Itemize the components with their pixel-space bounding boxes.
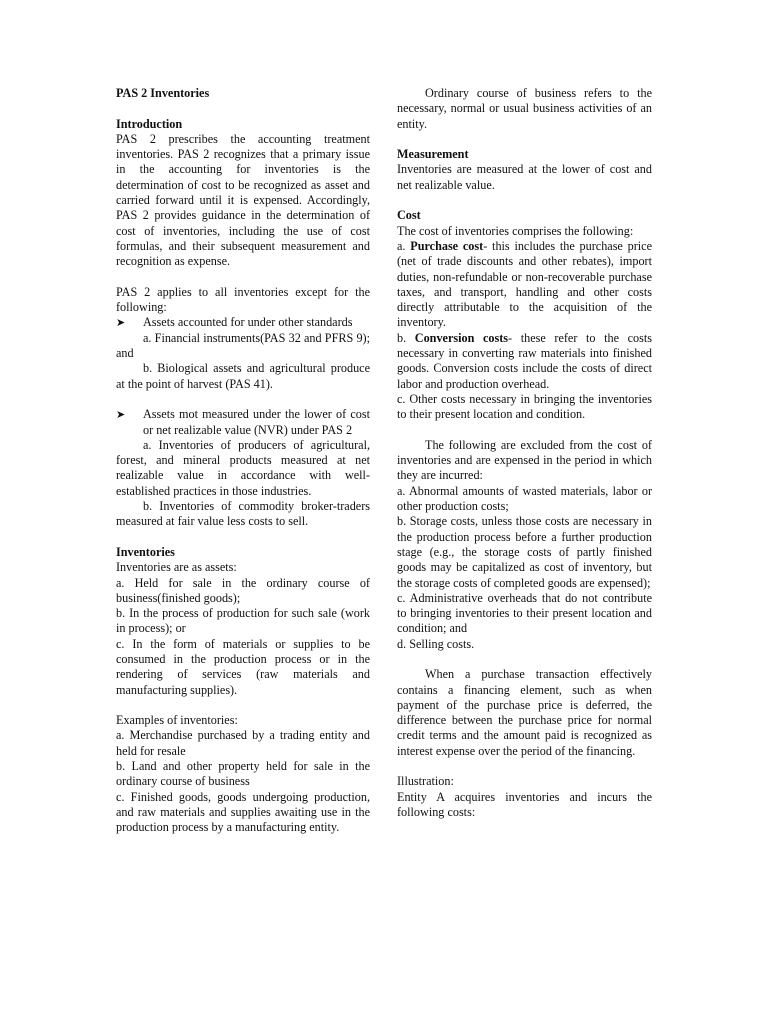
cost-item-b <box>397 331 652 392</box>
arrowhead-bullet-icon: ➤ <box>116 316 126 330</box>
arrowhead-bullet-icon: ➤ <box>116 408 126 422</box>
illustration-label: Illustration: <box>397 774 454 789</box>
cost-item-b-text: - these refer to the costs necessary in converting raw materials into finished goods. Conversion costs include the costs of direct labor and production overhead. <box>397 330 652 391</box>
cost-intro: The cost of inventories comprises the following: <box>397 223 634 238</box>
examples-intro: Examples of inventories: <box>116 713 238 728</box>
bullet-text: Assets mot measured under the lower of cost or net realizable value (NVR) under PAS 2 <box>143 407 370 437</box>
excluded-intro: The following are excluded from the cost of inventories and are expensed in the period in which they are incurred: <box>397 437 652 483</box>
cost-item-b-prefix: b. <box>397 330 415 345</box>
inventories-heading: Inventories <box>116 544 175 559</box>
examples-item-b: b. Land and other property held for sale in the ordinary course of business <box>116 759 370 789</box>
illustration-paragraph: Entity A acquires inventories and incurs the following costs: <box>397 789 652 819</box>
inventories-item-c: c. In the form of materials or supplies to be consumed in the production process or in the rendering of services (raw materials and manufacturing supplies). <box>116 636 370 697</box>
inventories-item-a: a. Held for sale in the ordinary course of business(finished goods); <box>116 575 370 605</box>
excluded-item-b: b. Storage costs, unless those costs are necessary in the production process before a further production stage (e.g., the storage costs of partly finished goods may be capitalized as cost of inventory, but the storage costs of completed goods are expensed); <box>397 514 652 590</box>
purchase-cost-term: Purchase cost <box>410 238 484 253</box>
exception-bullet-1 <box>116 315 370 330</box>
introduction-heading: Introduction <box>116 116 183 131</box>
excluded-item-a: a. Abnormal amounts of wasted materials, labor or other production costs; <box>397 483 652 514</box>
financing-paragraph: When a purchase transaction effectively contains a financing element, such as when payment of the purchase price is deferred, the difference between the purchase price for normal credit terms and the amount paid is recognized as interest expense over the period of the financing. <box>397 667 652 758</box>
measurement-paragraph: Inventories are measured at the lower of cost and net realizable value. <box>397 162 652 192</box>
examples-item-a: a. Merchandise purchased by a trading entity and held for resale <box>116 728 370 758</box>
cost-item-a-text: - this includes the purchase price (net of trade discounts and other rebates), import duties, non-refundable or non-recoverable purchase taxes, and transport, handling and other costs directly attributable to the acquisition of the inventory. <box>397 238 652 330</box>
exception-bullet-2 <box>116 407 370 438</box>
introduction-paragraph: PAS 2 prescribes the accounting treatment inventories. PAS 2 recognizes that a primary issue in the accounting for inventories is the determination of cost to be recognized as asset and carried forward until it is expensed. Accordingly, PAS 2 provides guidance in the determination of cost of inventories, including the use of cost formulas, and their subsequent measurement and recognition as expense. <box>116 131 370 269</box>
exception-1-item-a: a. Financial instruments(PAS 32 and PFRS 9); and <box>116 330 370 361</box>
left-column <box>116 86 370 836</box>
excluded-item-c: c. Administrative overheads that do not contribute to bringing inventories to their present location and condition; and <box>397 590 652 636</box>
exception-2-item-a: a. Inventories of producers of agricultural, forest, and mineral products measured at net realizable value in accordance with well-established practices in those industries. <box>116 437 370 498</box>
document-title: PAS 2 Inventories <box>116 86 210 100</box>
measurement-heading: Measurement <box>397 147 469 162</box>
exception-2-item-b: b. Inventories of commodity broker-traders measured at fair value less costs to sell. <box>116 499 370 529</box>
cost-item-a <box>397 239 652 331</box>
bullet-text: Assets accounted for under other standards <box>143 315 353 330</box>
excluded-item-d: d. Selling costs. <box>397 636 475 651</box>
examples-item-c: c. Finished goods, goods undergoing production, and raw materials and supplies awaiting use in the production process by a manufacturing entity. <box>116 789 370 835</box>
cost-item-a-prefix: a. <box>397 238 411 253</box>
exception-1-item-b: b. Biological assets and agricultural produce at the point of harvest (PAS 41). <box>116 361 370 391</box>
conversion-costs-term: Conversion costs <box>414 330 509 345</box>
cost-item-c: c. Other costs necessary in bringing the inventories to their present location and condition. <box>397 391 652 422</box>
inventories-intro: Inventories are as assets: <box>116 560 237 575</box>
scope-paragraph: PAS 2 applies to all inventories except for the following: <box>116 284 370 315</box>
ordinary-course-paragraph: Ordinary course of business refers to the necessary, normal or usual business activities of an entity. <box>397 86 652 131</box>
inventories-item-b: b. In the process of production for such sale (work in process); or <box>116 606 370 636</box>
cost-heading: Cost <box>397 208 421 223</box>
right-column <box>397 86 652 820</box>
